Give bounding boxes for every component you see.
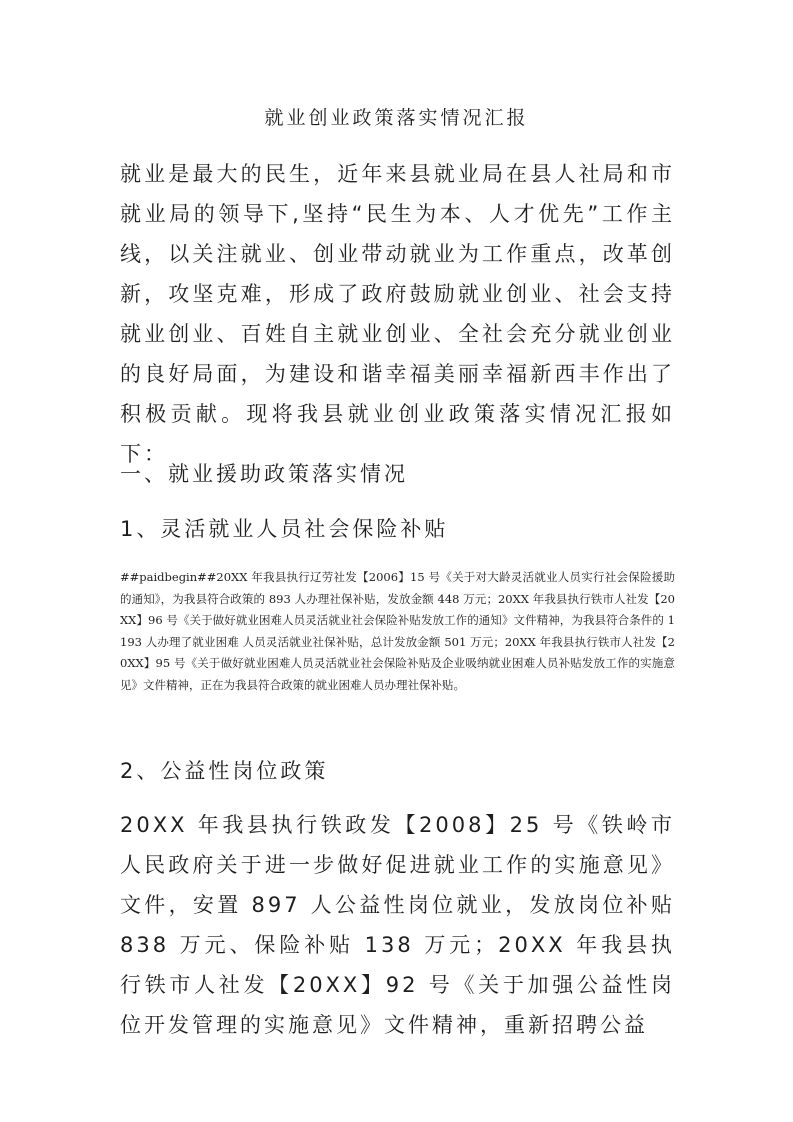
public-welfare-posts-paragraph: 20XX 年我县执行铁政发【2008】25 号《铁岭市人民政府关于进一步做好促进就业工作的实施意见》文件，安置 897 人公益性岗位就业，发放岗位补贴 838 万元、保险补贴 138 万元；20XX 年我县执行铁市人社发【20XX】92 号《关于加强公益性岗位开发管理的实施意见》文件精神，重新招聘公益 xyxy=(120,813,675,1037)
section-heading-employment-assistance: 一、就业援助政策落实情况 xyxy=(120,462,408,486)
intro-paragraph: 就业是最大的民生，近年来县就业局在县人社局和市就业局的领导下,坚持“民生为本、人才优先”工作主线，以关注就业、创业带动就业为工作重点，改革创新，攻坚克难，形成了政府鼓励就业创业、社会支持就业创业、百姓自主就业创业、全社会充分就业创业的良好局面，为建设和谐幸福美丽幸福新西丰作出了积极贡献。现将我县就业创业政策落实情况汇报如下： xyxy=(120,162,675,466)
document-title: 就业创业政策落实情况汇报 xyxy=(264,107,529,129)
social-insurance-subsidy-paragraph: ##paidbegin##20XX 年我县执行辽劳社发【2006】15 号《关于对大龄灵活就业人员实行社会保险援助的通知》，为我县符合政策的 893 人办理社保补贴，发放金额 448 万元；20XX 年我县执行铁市人社发【20XX】96 号《关于做好就业困难人员灵活就业社会保险补贴发放工作的通知》文件精神，为我县符合条件的 1193 人办理了就业困难 人员灵活就业社保补贴，总计发放金额 501 万元；20XX 年我县执行铁市人社发【20XX】95 号《关于做好就业困难人员灵活就业社会保险补贴及企业吸纳就业困难人员补贴发放工作的实施意见》文件精神，正在为我县符合政策的就业困难人员办理社保补贴。 xyxy=(120,570,675,692)
subsection-heading-social-insurance-subsidy: 1、灵活就业人员社会保险补贴 xyxy=(120,517,449,541)
subsection-heading-public-welfare-posts: 2、公益性岗位政策 xyxy=(120,759,329,783)
